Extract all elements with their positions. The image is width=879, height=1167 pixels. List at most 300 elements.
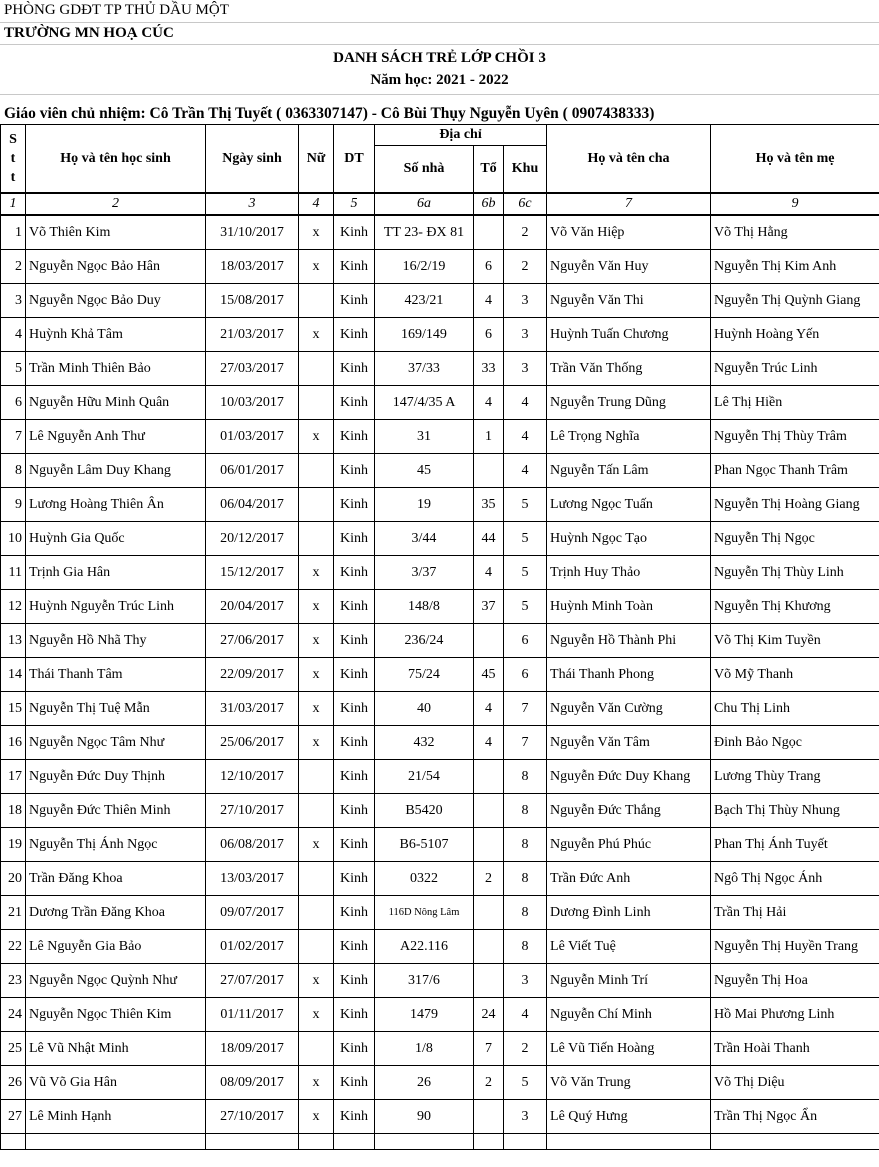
document-title: DANH SÁCH TRẺ LỚP CHỒI 3: [333, 50, 546, 66]
department-name: PHÒNG GDĐT TP THỦ DẦU MỘT: [4, 2, 229, 18]
student-name: Huỳnh Khả Tâm: [26, 318, 206, 352]
birth-date: 06/04/2017: [206, 488, 299, 522]
stt-header-t1: t: [10, 151, 16, 166]
empty-cell: [375, 1134, 474, 1150]
father-name: Nguyễn Trung Dũng: [547, 386, 711, 420]
house-number: 19: [375, 488, 474, 522]
father-name: Lê Viết Tuệ: [547, 930, 711, 964]
group-number: [474, 1100, 504, 1134]
father-name: Lê Vũ Tiến Hoàng: [547, 1032, 711, 1066]
group-number: [474, 215, 504, 250]
ethnicity: Kinh: [334, 352, 375, 386]
father-name: Nguyễn Tấn Lâm: [547, 454, 711, 488]
house-number: 236/24: [375, 624, 474, 658]
group-number: [474, 828, 504, 862]
female-mark: x: [299, 420, 334, 454]
female-mark: [299, 352, 334, 386]
area-number: 8: [504, 896, 547, 930]
row-number: 15: [1, 692, 26, 726]
mother-name: Võ Thị Hằng: [711, 215, 879, 250]
female-header: Nữ: [299, 125, 334, 194]
row-number: 18: [1, 794, 26, 828]
row-number: 10: [1, 522, 26, 556]
father-name: Trịnh Huy Thảo: [547, 556, 711, 590]
house-number: 169/149: [375, 318, 474, 352]
group-number: 1: [474, 420, 504, 454]
row-number: 5: [1, 352, 26, 386]
group-number: 7: [474, 1032, 504, 1066]
group-number: [474, 896, 504, 930]
row-number: 25: [1, 1032, 26, 1066]
female-mark: [299, 522, 334, 556]
table-row: [1, 998, 879, 1032]
ethnicity: Kinh: [334, 998, 375, 1032]
female-mark: [299, 488, 334, 522]
student-name: Huỳnh Gia Quốc: [26, 522, 206, 556]
house-number: 90: [375, 1100, 474, 1134]
father-name: Nguyễn Văn Huy: [547, 250, 711, 284]
female-mark: [299, 454, 334, 488]
ethnicity: Kinh: [334, 556, 375, 590]
area-number: 3: [504, 284, 547, 318]
group-number: 44: [474, 522, 504, 556]
ethnicity: Kinh: [334, 726, 375, 760]
group-number: 45: [474, 658, 504, 692]
ethnic-header: DT: [334, 125, 375, 194]
mother-name: Đinh Bảo Ngọc: [711, 726, 879, 760]
female-mark: [299, 1032, 334, 1066]
table-row: [1, 658, 879, 692]
mother-name: Nguyễn Thị Hoàng Giang: [711, 488, 879, 522]
group-number: 35: [474, 488, 504, 522]
mother-name: Nguyễn Thị Khương: [711, 590, 879, 624]
empty-cell: [206, 1134, 299, 1150]
student-name: Lương Hoàng Thiên Ân: [26, 488, 206, 522]
ethnicity: Kinh: [334, 284, 375, 318]
student-name: Nguyễn Thị Tuệ Mẫn: [26, 692, 206, 726]
table-row: [1, 556, 879, 590]
female-mark: x: [299, 556, 334, 590]
row-number: 19: [1, 828, 26, 862]
house-number: 148/8: [375, 590, 474, 624]
student-table: [0, 124, 879, 1150]
col-number: 4: [299, 193, 334, 215]
group-number: 2: [474, 862, 504, 896]
birth-date: 27/03/2017: [206, 352, 299, 386]
empty-cell: [474, 1134, 504, 1150]
row-number: 23: [1, 964, 26, 998]
ethnicity: Kinh: [334, 862, 375, 896]
father-header: Họ và tên cha: [547, 125, 711, 194]
father-name: Lương Ngọc Tuấn: [547, 488, 711, 522]
birth-date: 27/07/2017: [206, 964, 299, 998]
row-number: 3: [1, 284, 26, 318]
house-number: 1/8: [375, 1032, 474, 1066]
row-number: 27: [1, 1100, 26, 1134]
row-number: 11: [1, 556, 26, 590]
gridline: [0, 22, 879, 23]
area-number: 5: [504, 590, 547, 624]
table-row: [1, 624, 879, 658]
area-number: 6: [504, 624, 547, 658]
mother-name: Võ Thị Diệu: [711, 1066, 879, 1100]
female-mark: x: [299, 1100, 334, 1134]
father-name: Dương Đình Linh: [547, 896, 711, 930]
house-number: B6-5107: [375, 828, 474, 862]
group-number: 4: [474, 692, 504, 726]
house-number: 432: [375, 726, 474, 760]
area-header: Khu: [504, 146, 547, 194]
father-name: Huỳnh Ngọc Tạo: [547, 522, 711, 556]
table-row: [1, 692, 879, 726]
table-row: [1, 1032, 879, 1066]
table-row: [1, 794, 879, 828]
area-number: 8: [504, 930, 547, 964]
female-mark: [299, 386, 334, 420]
birth-date: 25/06/2017: [206, 726, 299, 760]
house-number: 40: [375, 692, 474, 726]
table-row: [1, 1066, 879, 1100]
name-header: Họ và tên học sinh: [26, 125, 206, 194]
group-number: 24: [474, 998, 504, 1032]
col-number: 6b: [474, 193, 504, 215]
father-name: Thái Thanh Phong: [547, 658, 711, 692]
ethnicity: Kinh: [334, 760, 375, 794]
ethnicity: Kinh: [334, 624, 375, 658]
student-name: Nguyễn Ngọc Thiên Kim: [26, 998, 206, 1032]
female-mark: x: [299, 658, 334, 692]
mother-name: Trần Hoài Thanh: [711, 1032, 879, 1066]
student-name: Thái Thanh Tâm: [26, 658, 206, 692]
group-number: [474, 760, 504, 794]
house-number: 147/4/35 A: [375, 386, 474, 420]
house-number: 423/21: [375, 284, 474, 318]
house-number: 3/37: [375, 556, 474, 590]
dob-header: Ngày sinh: [206, 125, 299, 194]
female-mark: x: [299, 828, 334, 862]
ethnicity: Kinh: [334, 658, 375, 692]
mother-name: Võ Thị Kim Tuyền: [711, 624, 879, 658]
row-number: 13: [1, 624, 26, 658]
student-name: Nguyễn Thị Ánh Ngọc: [26, 828, 206, 862]
empty-cell: [711, 1134, 879, 1150]
table-row: [1, 454, 879, 488]
student-name: Huỳnh Nguyễn Trúc Linh: [26, 590, 206, 624]
student-name: Nguyễn Đức Thiên Minh: [26, 794, 206, 828]
table-row: [1, 318, 879, 352]
student-name: Nguyễn Hữu Minh Quân: [26, 386, 206, 420]
birth-date: 12/10/2017: [206, 760, 299, 794]
female-mark: x: [299, 250, 334, 284]
row-number: 4: [1, 318, 26, 352]
group-number: 4: [474, 284, 504, 318]
table-row: [1, 386, 879, 420]
house-number: 3/44: [375, 522, 474, 556]
student-name: Lê Nguyễn Gia Bảo: [26, 930, 206, 964]
gridline: [0, 44, 879, 45]
table-row: [1, 420, 879, 454]
group-number: 6: [474, 250, 504, 284]
father-name: Trần Đức Anh: [547, 862, 711, 896]
student-rows: [1, 215, 879, 1150]
group-number: [474, 794, 504, 828]
mother-header: Họ và tên mẹ: [711, 125, 879, 194]
row-number: 24: [1, 998, 26, 1032]
birth-date: 10/03/2017: [206, 386, 299, 420]
ethnicity: Kinh: [334, 1100, 375, 1134]
table-row: [1, 522, 879, 556]
student-name: Lê Nguyễn Anh Thư: [26, 420, 206, 454]
student-name: Nguyễn Đức Duy Thịnh: [26, 760, 206, 794]
female-mark: [299, 284, 334, 318]
area-number: 3: [504, 964, 547, 998]
birth-date: 20/04/2017: [206, 590, 299, 624]
mother-name: Phan Ngọc Thanh Trâm: [711, 454, 879, 488]
row-number: 14: [1, 658, 26, 692]
father-name: Nguyễn Văn Cường: [547, 692, 711, 726]
student-name: Nguyễn Ngọc Quỳnh Như: [26, 964, 206, 998]
table-row: [1, 488, 879, 522]
mother-name: Võ Mỹ Thanh: [711, 658, 879, 692]
ethnicity: Kinh: [334, 420, 375, 454]
group-number: 37: [474, 590, 504, 624]
birth-date: 15/12/2017: [206, 556, 299, 590]
group-number: [474, 930, 504, 964]
ethnicity: Kinh: [334, 896, 375, 930]
mother-name: Nguyễn Thị Thùy Linh: [711, 556, 879, 590]
female-mark: x: [299, 590, 334, 624]
area-number: 7: [504, 726, 547, 760]
mother-name: Trần Thị Ngọc Ẩn: [711, 1100, 879, 1134]
table-row: [1, 215, 879, 250]
row-number: 7: [1, 420, 26, 454]
table-row: [1, 964, 879, 998]
area-number: 3: [504, 318, 547, 352]
mother-name: Bạch Thị Thùy Nhung: [711, 794, 879, 828]
stt-header-t2: t: [10, 170, 16, 185]
house-number: TT 23- ĐX 81: [375, 215, 474, 250]
ethnicity: Kinh: [334, 522, 375, 556]
mother-name: Nguyễn Thị Hoa: [711, 964, 879, 998]
stt-header: [1, 125, 26, 194]
father-name: Nguyễn Phú Phúc: [547, 828, 711, 862]
house-number: 75/24: [375, 658, 474, 692]
row-number: 17: [1, 760, 26, 794]
house-number: 26: [375, 1066, 474, 1100]
col-number: 7: [547, 193, 711, 215]
empty-cell: [1, 1134, 26, 1150]
female-mark: x: [299, 1066, 334, 1100]
school-name: TRƯỜNG MN HOẠ CÚC: [4, 25, 174, 41]
table-row: [1, 930, 879, 964]
area-number: 4: [504, 454, 547, 488]
birth-date: 15/08/2017: [206, 284, 299, 318]
area-number: 2: [504, 250, 547, 284]
row-number: 8: [1, 454, 26, 488]
area-number: 5: [504, 522, 547, 556]
row-number: 16: [1, 726, 26, 760]
birth-date: 01/11/2017: [206, 998, 299, 1032]
ethnicity: Kinh: [334, 386, 375, 420]
school-year: Năm học: 2021 - 2022: [370, 72, 509, 88]
student-name: Nguyễn Ngọc Bảo Duy: [26, 284, 206, 318]
mother-name: Nguyễn Thị Huyền Trang: [711, 930, 879, 964]
female-mark: [299, 760, 334, 794]
area-number: 3: [504, 1100, 547, 1134]
table-row: [1, 760, 879, 794]
row-number: 1: [1, 215, 26, 250]
mother-name: Lương Thùy Trang: [711, 760, 879, 794]
homeroom-teachers: Giáo viên chủ nhiệm: Cô Trần Thị Tuyết ( 0363307147) - Cô Bùi Thụy Nguyễn Uyên ( 0907438333): [4, 105, 655, 122]
ethnicity: Kinh: [334, 250, 375, 284]
area-number: 8: [504, 828, 547, 862]
empty-cell: [26, 1134, 206, 1150]
area-number: 5: [504, 488, 547, 522]
birth-date: 13/03/2017: [206, 862, 299, 896]
table-row: [1, 352, 879, 386]
row-number: 2: [1, 250, 26, 284]
area-number: 4: [504, 420, 547, 454]
female-mark: x: [299, 624, 334, 658]
female-mark: [299, 794, 334, 828]
empty-cell: [334, 1134, 375, 1150]
father-name: Nguyễn Văn Tâm: [547, 726, 711, 760]
area-number: 8: [504, 760, 547, 794]
area-number: 2: [504, 215, 547, 250]
area-number: 4: [504, 386, 547, 420]
row-number: 21: [1, 896, 26, 930]
row-number: 26: [1, 1066, 26, 1100]
empty-row: [1, 1134, 879, 1150]
ethnicity: Kinh: [334, 1066, 375, 1100]
mother-name: Chu Thị Linh: [711, 692, 879, 726]
house-number: 116D Nông Lâm: [375, 896, 474, 930]
house-number: A22.116: [375, 930, 474, 964]
birth-date: 27/10/2017: [206, 794, 299, 828]
group-number: 4: [474, 386, 504, 420]
area-number: 2: [504, 1032, 547, 1066]
father-name: Nguyễn Minh Trí: [547, 964, 711, 998]
row-number: 22: [1, 930, 26, 964]
ethnicity: Kinh: [334, 930, 375, 964]
ethnicity: Kinh: [334, 964, 375, 998]
col-number: 9: [711, 193, 879, 215]
group-number: [474, 454, 504, 488]
birth-date: 22/09/2017: [206, 658, 299, 692]
ethnicity: Kinh: [334, 454, 375, 488]
table-row: [1, 1100, 879, 1134]
female-mark: x: [299, 726, 334, 760]
house-number: 16/2/19: [375, 250, 474, 284]
female-mark: x: [299, 318, 334, 352]
student-name: Võ Thiên Kim: [26, 215, 206, 250]
ethnicity: Kinh: [334, 590, 375, 624]
female-mark: x: [299, 998, 334, 1032]
birth-date: 20/12/2017: [206, 522, 299, 556]
group-number: [474, 964, 504, 998]
student-name: Lê Minh Hạnh: [26, 1100, 206, 1134]
area-number: 3: [504, 352, 547, 386]
column-number-row: [1, 193, 879, 215]
row-number: 20: [1, 862, 26, 896]
col-number: 5: [334, 193, 375, 215]
student-name: Nguyễn Hồ Nhã Thy: [26, 624, 206, 658]
female-mark: x: [299, 692, 334, 726]
female-mark: x: [299, 215, 334, 250]
area-number: 5: [504, 1066, 547, 1100]
row-number: 6: [1, 386, 26, 420]
ethnicity: Kinh: [334, 318, 375, 352]
student-name: Nguyễn Ngọc Tâm Như: [26, 726, 206, 760]
mother-name: Trần Thị Hải: [711, 896, 879, 930]
female-mark: [299, 930, 334, 964]
mother-name: Lê Thị Hiền: [711, 386, 879, 420]
father-name: Võ Văn Trung: [547, 1066, 711, 1100]
group-header: Tổ: [474, 146, 504, 194]
ethnicity: Kinh: [334, 1032, 375, 1066]
area-number: 5: [504, 556, 547, 590]
student-name: Vũ Võ Gia Hân: [26, 1066, 206, 1100]
table-row: [1, 828, 879, 862]
mother-name: Nguyễn Thị Kim Anh: [711, 250, 879, 284]
group-number: [474, 624, 504, 658]
mother-name: Nguyễn Trúc Linh: [711, 352, 879, 386]
birth-date: 06/01/2017: [206, 454, 299, 488]
house-number: 37/33: [375, 352, 474, 386]
student-name: Trần Đăng Khoa: [26, 862, 206, 896]
birth-date: 31/10/2017: [206, 215, 299, 250]
mother-name: Hồ Mai Phương Linh: [711, 998, 879, 1032]
student-name: Nguyễn Ngọc Bảo Hân: [26, 250, 206, 284]
group-number: 2: [474, 1066, 504, 1100]
birth-date: 27/10/2017: [206, 1100, 299, 1134]
col-number: 1: [1, 193, 26, 215]
area-number: 4: [504, 998, 547, 1032]
father-name: Huỳnh Minh Toàn: [547, 590, 711, 624]
house-number: 317/6: [375, 964, 474, 998]
mother-name: Ngô Thị Ngọc Ánh: [711, 862, 879, 896]
table-row: [1, 250, 879, 284]
area-number: 6: [504, 658, 547, 692]
father-name: Lê Trọng Nghĩa: [547, 420, 711, 454]
area-number: 8: [504, 794, 547, 828]
birth-date: 18/03/2017: [206, 250, 299, 284]
mother-name: Nguyễn Thị Ngọc: [711, 522, 879, 556]
house-number: 21/54: [375, 760, 474, 794]
area-number: 8: [504, 862, 547, 896]
col-number: 6c: [504, 193, 547, 215]
row-number: 12: [1, 590, 26, 624]
mother-name: Nguyễn Thị Thùy Trâm: [711, 420, 879, 454]
ethnicity: Kinh: [334, 215, 375, 250]
birth-date: 31/03/2017: [206, 692, 299, 726]
empty-cell: [504, 1134, 547, 1150]
birth-date: 01/03/2017: [206, 420, 299, 454]
table-row: [1, 590, 879, 624]
ethnicity: Kinh: [334, 692, 375, 726]
mother-name: Phan Thị Ánh Tuyết: [711, 828, 879, 862]
stt-header-s: S: [9, 132, 17, 147]
gridline: [0, 94, 879, 95]
father-name: Trần Văn Thống: [547, 352, 711, 386]
female-mark: x: [299, 964, 334, 998]
female-mark: [299, 896, 334, 930]
birth-date: 21/03/2017: [206, 318, 299, 352]
table-row: [1, 862, 879, 896]
house-number: 45: [375, 454, 474, 488]
table-row: [1, 896, 879, 930]
ethnicity: Kinh: [334, 828, 375, 862]
